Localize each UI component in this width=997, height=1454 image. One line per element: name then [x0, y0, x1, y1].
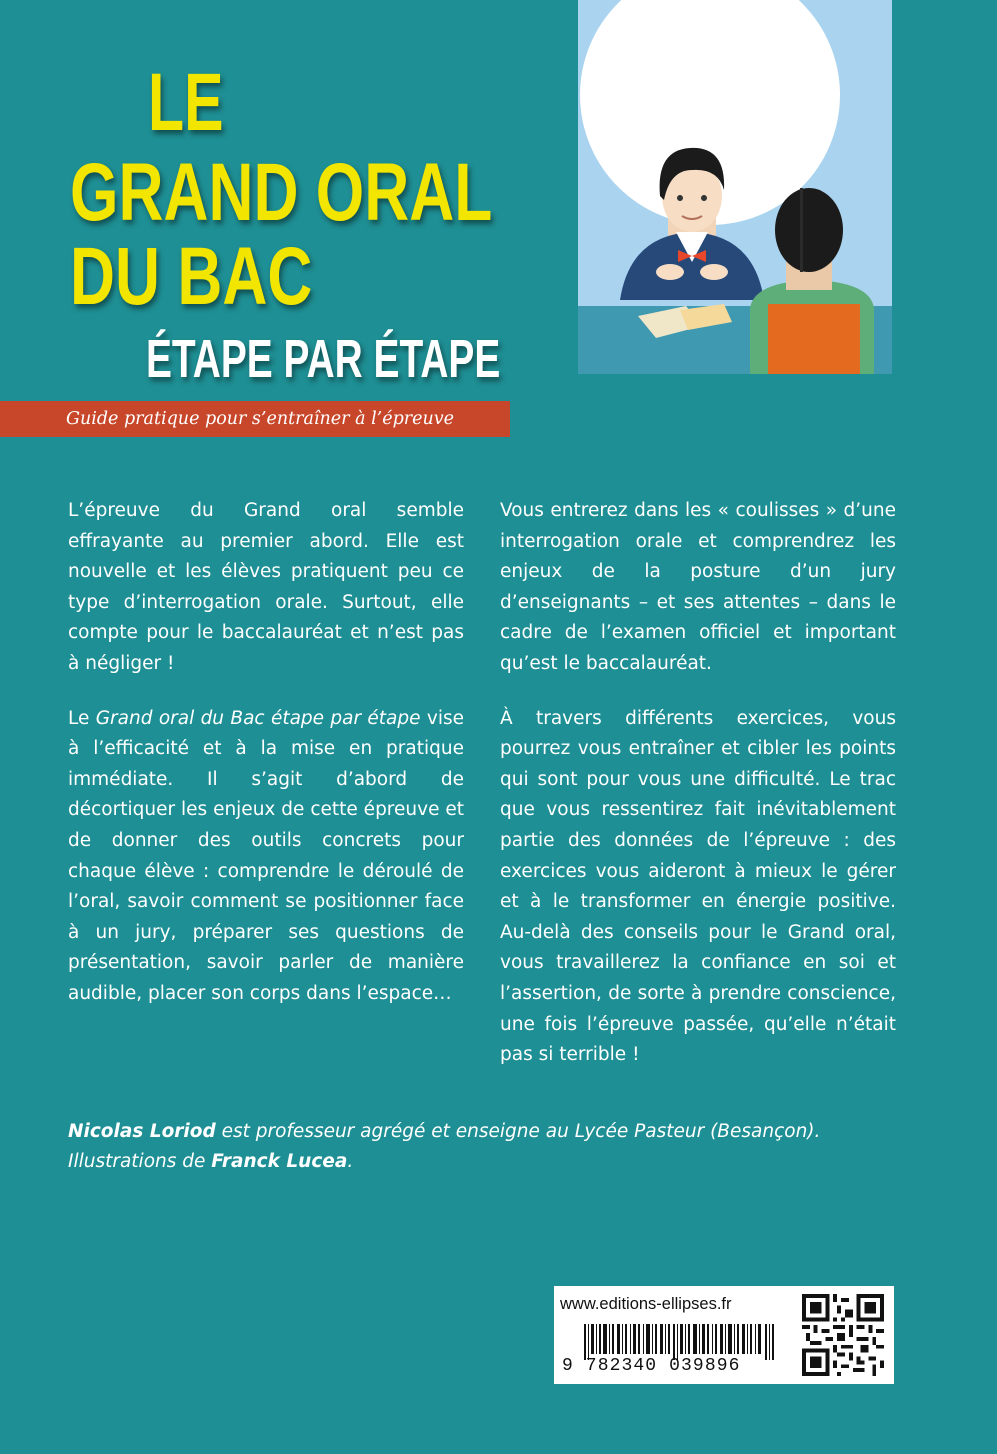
illustrator-name: Franck Lucea: [211, 1151, 348, 1172]
qr-code-icon: [802, 1294, 884, 1376]
body-paragraph: À travers différents exercices, vous pourrez vous entraîner et cibler les points qui sont pour vous une difficulté. Le trac que vous ressentirez fait inévitablement partie des données de l’épreuve : des exercices vous aideront à mieux le gérer et à le transformer en énergie positive. Au-delà des conseils pour le Grand oral, vous travaillerez la confiance en soi et l’assertion, de sorte à prendre conscience, une fois l’épreuve passée, qu’elle n’était pas si terrible !: [500, 707, 896, 1066]
title-line-3: DU BAC: [70, 231, 313, 322]
title-line-1: LE: [148, 57, 224, 148]
author-description: est professeur agrégé et enseigne au Lycée Pasteur (Besançon).: [215, 1121, 821, 1142]
body-column-left: [68, 496, 464, 1034]
interview-illustration-svg: [578, 0, 892, 374]
book-title-italic: Grand oral du Bac étape par étape: [95, 707, 421, 729]
illustrations-prefix: Illustrations de: [68, 1151, 212, 1172]
subtitle: ÉTAPE PAR ÉTAPE: [146, 329, 501, 389]
tagline-ribbon: [0, 401, 510, 437]
interview-illustration: [578, 0, 892, 374]
body-paragraph: Vous entrerez dans les « coulisses » d’une interrogation orale et comprendrez les enjeux de la posture d’un jury d’enseignants – et ses attentes – dans le cadre de l’examen officiel et important qu’est le baccalauréat.: [500, 500, 896, 674]
barcode-icon: [584, 1324, 774, 1360]
tagline: Guide pratique pour s’entraîner à l’épreuve: [66, 409, 455, 429]
barcode-panel: [554, 1286, 894, 1384]
body-paragraph: L’épreuve du Grand oral semble effrayante au premier abord. Elle est nouvelle et les élèves pratiquent peu ce type d’interrogation orale. Surtout, elle compte pour le baccalauréat et n’est pas à négliger !: [68, 500, 464, 674]
body-column-right: [500, 496, 896, 1095]
title-line-2: GRAND ORAL: [70, 147, 493, 238]
body-paragraph-2: [68, 704, 464, 1010]
publisher-url: www.editions-ellipses.fr: [560, 1295, 732, 1313]
p2-prefix: Le: [68, 707, 96, 729]
author-name: Nicolas Loriod: [68, 1121, 216, 1142]
illustrations-suffix: .: [347, 1151, 354, 1172]
isbn-digits: 9 782340 039896: [562, 1356, 741, 1376]
p2-rest: vise à l’efficacité et à la mise en pratique immédiate. Il s’agit d’abord de décortiquer les enjeux de cette épreuve et de donner des outils concrets pour chaque élève : comprendre le déroulé de l’oral, savoir comment se positionner face à un jury, préparer ses questions de présentation, savoir parler de manière audible, placer son corps dans l’espace…: [68, 707, 464, 1004]
author-bio: [68, 1117, 928, 1177]
